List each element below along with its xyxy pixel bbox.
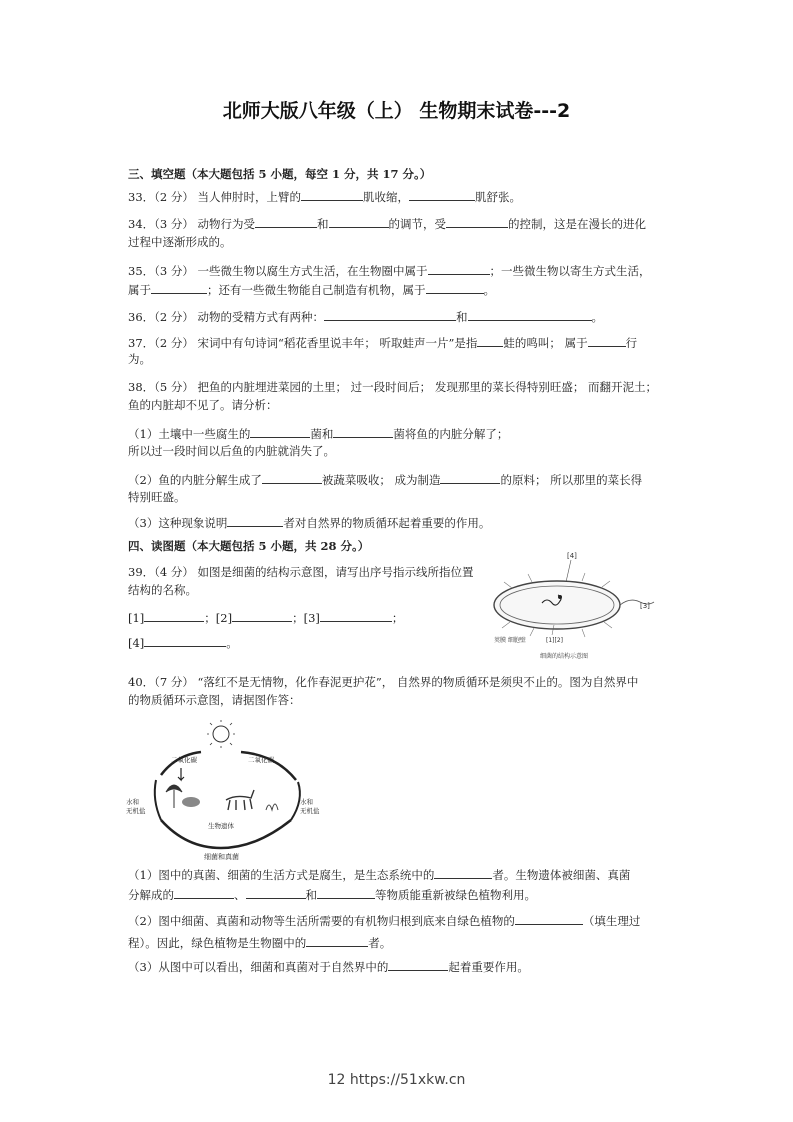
question-39-blanks-2: [4] 。 [128, 636, 238, 650]
question-40-part-2: （2）图中细菌、真菌和动物等生活所需要的有机物归根到底来自绿色植物的 （填生理过 [128, 914, 641, 928]
section-3-header: 三、填空题（本大题包括 5 小题，每空 1 分，共 17 分。） [128, 167, 432, 181]
fig-label-4: [4] [567, 552, 577, 560]
matter-cycle-diagram [126, 720, 326, 865]
question-38-part-2: （2）鱼的内脏分解生成了 被蔬菜吸收； 成为制造 的原料； 所以那里的菜长得 [128, 473, 643, 487]
question-36: 36．（2 分） 动物的受精方式有两种： 和 。 [128, 310, 604, 324]
question-38-cont: 鱼的内脏却不见了。请分析： [128, 398, 278, 412]
fig-water-right-1: 水和 [300, 798, 313, 806]
question-38-part-2-cont: 特别旺盛。 [128, 490, 186, 504]
question-40-part-1-cont: 分解成的 、 和 等物质能重新被绿色植物利用。 [128, 888, 536, 902]
question-38-part-1: （1）土壤中一些腐生的 菌和 菌将鱼的内脏分解了； [128, 427, 509, 441]
fig-water-left-1: 水和 [126, 798, 139, 806]
question-38-part-3: （3）这种现象说明 者对自然界的物质循环起着重要的作用。 [128, 516, 491, 530]
question-40-part-3: （3）从图中可以看出，细菌和真菌对于自然界中的 起着重要作用。 [128, 960, 529, 974]
question-39: 39．（4 分） 如图是细菌的结构示意图，请写出序号指示线所指位置 [128, 565, 474, 579]
fig-label-1-2: [1][2] [546, 637, 563, 644]
question-40-cont: 的物质循环示意图，请据图作答： [128, 693, 301, 707]
section-4-header: 四、读图题（本大题包括 5 小题，共 28 分。） [128, 539, 370, 553]
question-34-cont: 过程中逐渐形成的。 [128, 235, 232, 249]
fig-co2-left: 二氧化碳 [171, 756, 197, 764]
sun-rays [207, 720, 235, 748]
page-title: 北师大版八年级（上） 生物期末试卷---2 [222, 100, 571, 122]
fig-pointer-4 [566, 560, 571, 582]
page-footer: 12 https://51xkw.cn [327, 1072, 466, 1088]
sun-icon [213, 726, 229, 742]
fig-co2-right: 二氧化碳 [248, 756, 274, 764]
bacteria-dna-dot [558, 595, 562, 599]
co2-arrow-icon [178, 768, 184, 780]
question-40: 40．（7 分） “落红不是无情物，化作春泥更护花”， 自然界的物质循环是须臾不止的。图为自然界中 [128, 675, 639, 689]
question-35: 35．（3 分） 一些微生物以腐生方式生活，在生物圈中属于 ；一些微生物以寄生方式生活， [128, 264, 651, 278]
grass-icon [266, 804, 278, 810]
question-40-part-2-cont: 程）。因此，绿色植物是生物圈中的 者。 [128, 936, 392, 950]
rabbit-icon [182, 797, 200, 807]
fig-label-3: [3] [640, 602, 650, 610]
bacteria-diagram [482, 548, 662, 664]
question-39-blanks-1: [1] ；[2] ；[3] ； [128, 611, 404, 625]
fig-bottom-label: 细菌和真菌 [204, 853, 239, 861]
question-37: 37．（2 分） 宋词中有句诗词“稻花香里说丰年； 听取蛙声一片”是指 蛙的鸣叫； 属于 行 [128, 336, 638, 350]
fig-remains: 生物遗体 [208, 822, 234, 830]
question-34: 34．（3 分） 动物行为受 和 的调节，受 的控制，这是在漫长的进化 [128, 217, 647, 231]
fig-water-right-2: 无机盐 [300, 807, 320, 815]
question-37-cont: 为。 [128, 352, 151, 366]
question-33: 33．（2 分） 当人伸肘时，上臂的 肌收缩， 肌舒张。 [128, 190, 522, 204]
question-39-cont: 结构的名称。 [128, 583, 197, 597]
question-38-part-1-cont: 所以过一段时间以后鱼的内脏就消失了。 [128, 444, 335, 458]
fig-caption: 细菌的结构示意图 [540, 653, 589, 660]
fig-water-left-2: 无机盐 [126, 807, 146, 815]
tree-icon [166, 785, 182, 808]
question-38: 38．（5 分） 把鱼的内脏埋进菜园的土里； 过一段时间后； 发现那里的菜长得特别旺盛； 而翻开泥土； [128, 380, 657, 394]
cycle-arrow-right [291, 782, 300, 820]
deer-icon [226, 790, 254, 810]
cycle-arrow-left [155, 780, 161, 820]
question-35-cont: 属于 ；还有一些微生物能自己制造有机物，属于 。 [128, 283, 495, 297]
question-40-part-1: （1）图中的真菌、细菌的生活方式是腐生，是生态系统中的 者。生物遗体被细菌、真菌 [128, 868, 631, 882]
fig-label-capsule-wall: 荚膜 细胞壁 [494, 637, 526, 644]
